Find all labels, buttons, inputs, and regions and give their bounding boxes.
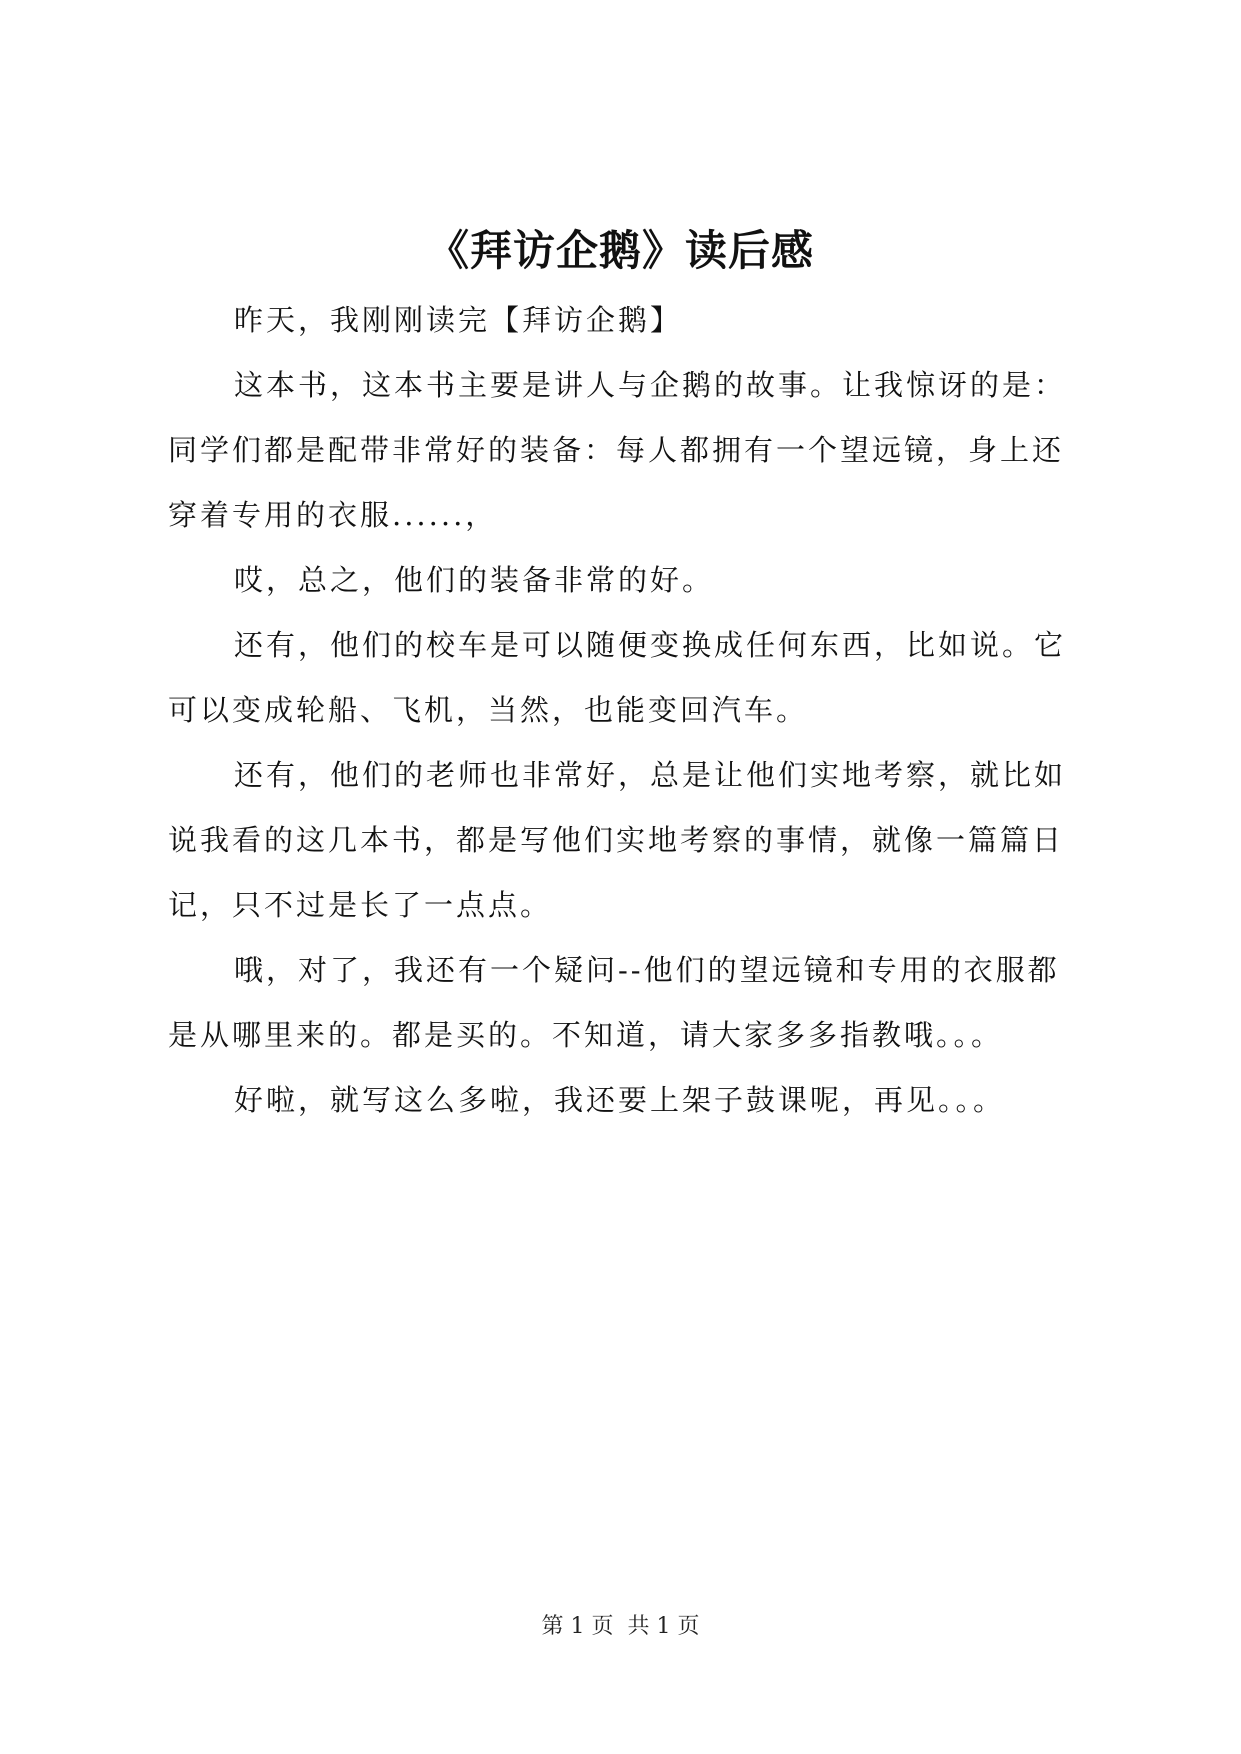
paragraph-1: 昨天，我刚刚读完【拜访企鹅】 xyxy=(234,303,683,337)
document-body xyxy=(168,288,1080,1133)
paragraph-2: 这本书，这本书主要是讲人与企鹅的故事。让我惊讶的是：同学们都是配带非常好的装备：每人都拥有一个望远镜，身上还穿着专用的衣服......， xyxy=(168,368,1067,532)
paragraph-4: 还有，他们的校车是可以随便变换成任何东西，比如说。它可以变成轮船、飞机，当然，也能变回汽车。 xyxy=(168,628,1067,727)
paragraph-6: 哦，对了，我还有一个疑问--他们的望远镜和专用的衣服都是从哪里来的。都是买的。不知道，请大家多多指教哦。。。 xyxy=(168,953,1060,1052)
document-title: 《拜访企鹅》读后感 xyxy=(426,226,814,275)
page-number-label: 第 1 页 共 1 页 xyxy=(541,1614,700,1639)
page-footer xyxy=(0,1612,1241,1642)
paragraph-7: 好啦，就写这么多啦，我还要上架子鼓课呢，再见。。。 xyxy=(234,1083,1006,1117)
paragraph-3: 哎，总之，他们的装备非常的好。 xyxy=(234,563,715,597)
paragraph-5: 还有，他们的老师也非常好，总是让他们实地考察，就比如说我看的这几本书，都是写他们实地考察的事情，就像一篇篇日记，只不过是长了一点点。 xyxy=(168,758,1067,922)
